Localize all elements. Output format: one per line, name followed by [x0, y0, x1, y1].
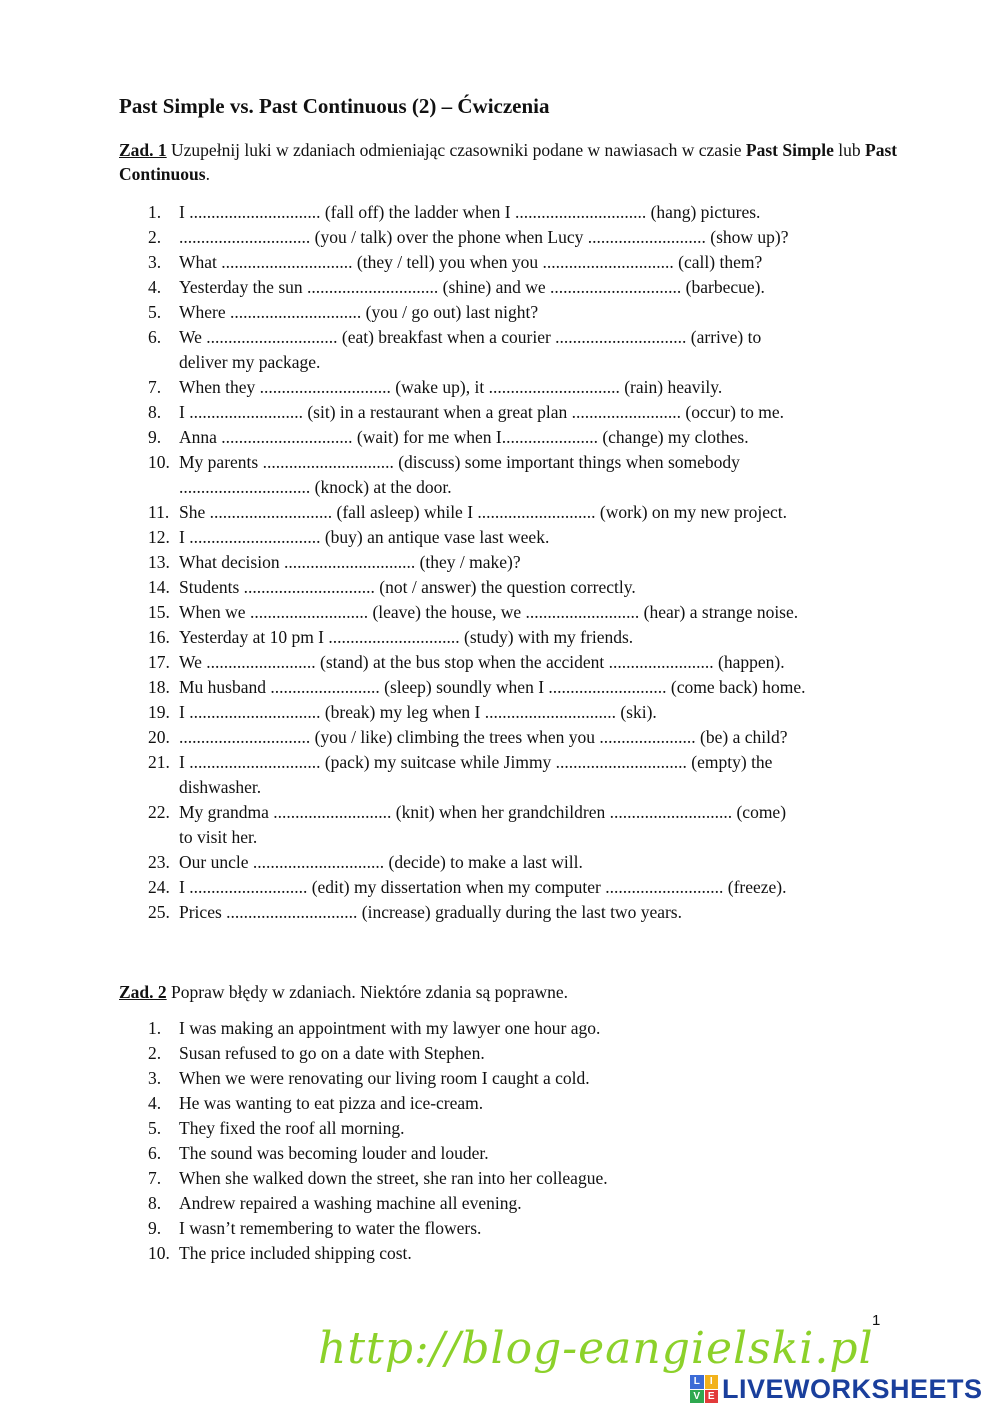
item-text: Yesterday the sun .............................. (shine) and we .............................. (barbecue). [179, 277, 765, 297]
item-text: I .............................. (break) my leg when I .............................. (ski). [179, 702, 657, 722]
tense-past-simple: Past Simple [745, 140, 834, 160]
item-number: 8. [148, 1193, 162, 1213]
item-number: 20. [148, 727, 170, 747]
list-item [148, 1141, 918, 1166]
list-item [148, 650, 918, 675]
list-item [148, 1116, 918, 1141]
item-number: 6. [148, 327, 162, 347]
item-text: He was wanting to eat pizza and ice-cream. [179, 1093, 484, 1113]
item-text: to visit her. [179, 827, 258, 847]
logo-letter-v: V [690, 1390, 704, 1404]
item-number: 3. [148, 252, 162, 272]
item-number: 17. [148, 652, 170, 672]
list-item [148, 600, 918, 625]
list-item [148, 1066, 918, 1091]
item-number: 1. [148, 202, 162, 222]
list-item [148, 375, 918, 400]
list-item [148, 1166, 918, 1191]
item-text: Susan refused to go on a date with Stephen. [179, 1043, 485, 1063]
item-text: When she walked down the street, she ran into her colleague. [179, 1168, 608, 1188]
item-text: Where .............................. (you / go out) last night? [179, 302, 539, 322]
item-text: When they .............................. (wake up), it .............................. (rain) heavily. [179, 377, 723, 397]
list-item [148, 300, 918, 325]
item-number: 3. [148, 1068, 162, 1088]
list-item [148, 900, 918, 925]
liveworksheets-logo[interactable] [690, 1372, 983, 1406]
item-number: 13. [148, 552, 170, 572]
exercise-2-label: Zad. 2 [119, 982, 167, 1002]
instruction-conjunction: lub [833, 140, 866, 160]
item-text: Students .............................. (not / answer) the question correctly. [179, 577, 636, 597]
item-text: My grandma ........................... (knit) when her grandchildren ............................ (come) [179, 802, 787, 822]
item-number: 23. [148, 852, 170, 872]
item-text: What .............................. (they / tell) you when you .............................. (call) them? [179, 252, 763, 272]
list-item [148, 1041, 918, 1066]
item-number: 19. [148, 702, 170, 722]
item-text: My parents .............................. (discuss) some important things when somebody [179, 452, 740, 472]
item-number: 15. [148, 602, 170, 622]
list-item [148, 525, 918, 550]
item-text: dishwasher. [179, 777, 262, 797]
list-item-continuation [148, 825, 918, 850]
item-number: 24. [148, 877, 170, 897]
item-number: 1. [148, 1018, 162, 1038]
item-text: Mu husband ......................... (sleep) soundly when I ........................... (come back) home. [179, 677, 806, 697]
item-text: .............................. (you / like) climbing the trees when you ...................... (be) a child? [179, 727, 788, 747]
item-number: 12. [148, 527, 170, 547]
item-number: 7. [148, 377, 162, 397]
exercise-2-instruction-text: Popraw błędy w zdaniach. Niektóre zdania są poprawne. [166, 982, 569, 1002]
item-text: I ........................... (edit) my dissertation when my computer ........................... (freeze). [179, 877, 787, 897]
item-number: 10. [148, 452, 170, 472]
list-item [148, 425, 918, 450]
item-number: 5. [148, 1118, 162, 1138]
list-item [148, 800, 918, 825]
list-item [148, 400, 918, 425]
exercise-1-label: Zad. 1 [119, 140, 167, 160]
list-item [148, 725, 918, 750]
item-text: deliver my package. [179, 352, 321, 372]
list-item [148, 1241, 918, 1266]
item-number: 4. [148, 277, 162, 297]
item-number: 4. [148, 1093, 162, 1113]
item-number: 25. [148, 902, 170, 922]
liveworksheets-icon [690, 1375, 718, 1403]
item-number: 16. [148, 627, 170, 647]
item-text: Anna .............................. (wait) for me when I...................... (change) my clothes. [179, 427, 749, 447]
list-item [148, 250, 918, 275]
list-item [148, 675, 918, 700]
item-text: I .......................... (sit) in a restaurant when a great plan ......................... (occur) to me. [179, 402, 785, 422]
logo-letter-e: E [705, 1390, 719, 1404]
item-number: 10. [148, 1243, 170, 1263]
list-item [148, 275, 918, 300]
item-text: Prices .............................. (increase) gradually during the last two years. [179, 902, 682, 922]
item-text: What decision .............................. (they / make)? [179, 552, 521, 572]
item-text: I .............................. (buy) an antique vase last week. [179, 527, 550, 547]
instruction-period: . [205, 164, 210, 184]
item-text: .............................. (you / talk) over the phone when Lucy ........................... (show up)? [179, 227, 789, 247]
item-text: I was making an appointment with my lawyer one hour ago. [179, 1018, 601, 1038]
list-item [148, 1016, 918, 1041]
list-item-continuation [148, 475, 918, 500]
item-text: When we were renovating our living room I caught a cold. [179, 1068, 590, 1088]
exercise-2-instruction [119, 980, 909, 1004]
item-number: 22. [148, 802, 170, 822]
item-text: Andrew repaired a washing machine all evening. [179, 1193, 522, 1213]
item-number: 6. [148, 1143, 162, 1163]
list-item [148, 575, 918, 600]
list-item [148, 700, 918, 725]
list-item-continuation [148, 775, 918, 800]
page-number: 1 [872, 1312, 881, 1329]
item-number: 11. [148, 502, 170, 522]
item-text: .............................. (knock) at the door. [179, 477, 452, 497]
item-number: 9. [148, 427, 162, 447]
item-number: 18. [148, 677, 170, 697]
item-number: 2. [148, 1043, 162, 1063]
item-number: 2. [148, 227, 162, 247]
list-item-continuation [148, 350, 918, 375]
item-text: We .............................. (eat) breakfast when a courier .............................. (arrive) to [179, 327, 762, 347]
exercise-2-list [148, 1016, 918, 1266]
logo-letter-l: L [690, 1375, 704, 1389]
item-text: I .............................. (fall off) the ladder when I .............................. (hang) pictures. [179, 202, 761, 222]
item-number: 5. [148, 302, 162, 322]
item-text: I wasn’t remembering to water the flowers. [179, 1218, 482, 1238]
item-text: The price included shipping cost. [179, 1243, 412, 1263]
item-text: They fixed the roof all morning. [179, 1118, 405, 1138]
list-item [148, 625, 918, 650]
blog-link[interactable]: http://blog-eangielski.pl [318, 1323, 874, 1374]
exercise-1-instruction [119, 138, 909, 186]
item-number: 14. [148, 577, 170, 597]
item-text: Our uncle .............................. (decide) to make a last will. [179, 852, 583, 872]
logo-letter-i: I [705, 1375, 719, 1389]
exercise-1-instruction-text: Uzupełnij luki w zdaniach odmieniając czasowniki podane w nawiasach w czasie [166, 140, 746, 160]
list-item [148, 225, 918, 250]
list-item [148, 550, 918, 575]
list-item [148, 875, 918, 900]
list-item [148, 200, 918, 225]
item-text: Yesterday at 10 pm I .............................. (study) with my friends. [179, 627, 634, 647]
list-item [148, 1216, 918, 1241]
list-item [148, 500, 918, 525]
item-text: She ............................ (fall asleep) while I ........................... (work) on my new project. [179, 502, 788, 522]
list-item [148, 325, 918, 350]
exercise-1-list [148, 200, 918, 925]
item-number: 9. [148, 1218, 162, 1238]
list-item [148, 1191, 918, 1216]
list-item [148, 1091, 918, 1116]
list-item [148, 750, 918, 775]
page-title: Past Simple vs. Past Continuous (2) – Ćwiczenia [119, 94, 550, 118]
item-text: I .............................. (pack) my suitcase while Jimmy .............................. (empty) the [179, 752, 773, 772]
item-text: When we ........................... (leave) the house, we .......................... (hear) a strange noise. [179, 602, 799, 622]
tense-past-continuous: Past Continuous [119, 140, 898, 184]
liveworksheets-brand-text: LIVEWORKSHEETS [722, 1373, 983, 1404]
item-number: 21. [148, 752, 170, 772]
item-text: We ......................... (stand) at the bus stop when the accident ........................ (happen). [179, 652, 785, 672]
list-item [148, 450, 918, 475]
item-number: 8. [148, 402, 162, 422]
item-number: 7. [148, 1168, 162, 1188]
list-item [148, 850, 918, 875]
item-text: The sound was becoming louder and louder. [179, 1143, 489, 1163]
